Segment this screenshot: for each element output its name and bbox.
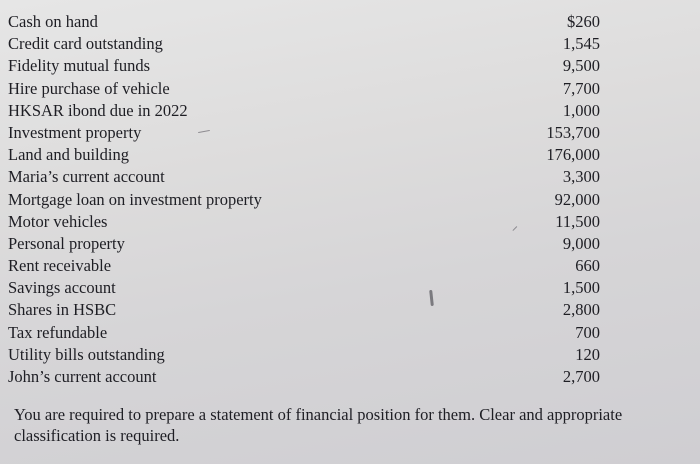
item-label: Hire purchase of vehicle bbox=[8, 78, 170, 98]
item-label: John’s current account bbox=[8, 367, 157, 386]
item-amount: 9,500 bbox=[562, 56, 600, 76]
list-item bbox=[8, 299, 608, 321]
item-label: Credit card outstanding bbox=[8, 34, 163, 54]
item-label: Savings account bbox=[8, 278, 116, 298]
item-label: Motor vehicles bbox=[8, 211, 108, 231]
list-item bbox=[8, 233, 608, 255]
item-amount: 92,000 bbox=[554, 189, 600, 209]
item-label: Fidelity mutual funds bbox=[8, 56, 151, 76]
list-item bbox=[8, 189, 608, 211]
list-item bbox=[8, 366, 608, 388]
item-label: Mortgage loan on investment property bbox=[8, 189, 262, 209]
list-item bbox=[8, 100, 608, 122]
list-item bbox=[8, 255, 608, 277]
list-item bbox=[8, 166, 608, 188]
list-item bbox=[8, 33, 608, 55]
item-label: Investment property bbox=[8, 122, 142, 142]
item-amount: $260 bbox=[567, 12, 600, 31]
item-amount: 120 bbox=[575, 344, 600, 364]
item-amount: 7,700 bbox=[562, 78, 600, 98]
instruction-line: classification is required. bbox=[14, 426, 180, 445]
account-list bbox=[8, 11, 608, 388]
item-label: HKSAR ibond due in 2022 bbox=[8, 100, 188, 120]
item-amount: 1,545 bbox=[562, 34, 600, 54]
item-label: Tax refundable bbox=[8, 322, 108, 342]
list-item bbox=[8, 11, 608, 33]
item-label: Land and building bbox=[8, 145, 129, 165]
item-label: Rent receivable bbox=[8, 256, 112, 276]
instruction-text bbox=[14, 404, 700, 446]
item-amount: 2,700 bbox=[562, 367, 600, 386]
list-item bbox=[8, 78, 608, 100]
list-item bbox=[8, 344, 608, 366]
list-item bbox=[8, 122, 608, 144]
item-label: Utility bills outstanding bbox=[8, 344, 165, 364]
item-label: Shares in HSBC bbox=[8, 300, 117, 320]
item-amount: 9,000 bbox=[562, 233, 600, 253]
item-label: Cash on hand bbox=[8, 12, 98, 31]
item-amount: 2,800 bbox=[562, 300, 600, 320]
item-amount: 153,700 bbox=[546, 122, 600, 142]
item-amount: 3,300 bbox=[562, 167, 600, 187]
instruction-line: You are required to prepare a statement of financial position for them. Clear and appropriate bbox=[14, 405, 623, 424]
item-amount: 1,000 bbox=[562, 100, 600, 120]
item-label: Maria’s current account bbox=[8, 167, 165, 187]
item-amount: 11,500 bbox=[555, 211, 600, 231]
list-item bbox=[8, 144, 608, 166]
item-label: Personal property bbox=[8, 233, 125, 253]
list-item bbox=[8, 277, 608, 299]
list-item bbox=[8, 55, 608, 77]
item-amount: 660 bbox=[575, 256, 600, 276]
item-amount: 176,000 bbox=[546, 145, 600, 165]
item-amount: 1,500 bbox=[562, 278, 600, 298]
list-item bbox=[8, 211, 608, 233]
list-item bbox=[8, 322, 608, 344]
item-amount: 700 bbox=[575, 322, 600, 342]
